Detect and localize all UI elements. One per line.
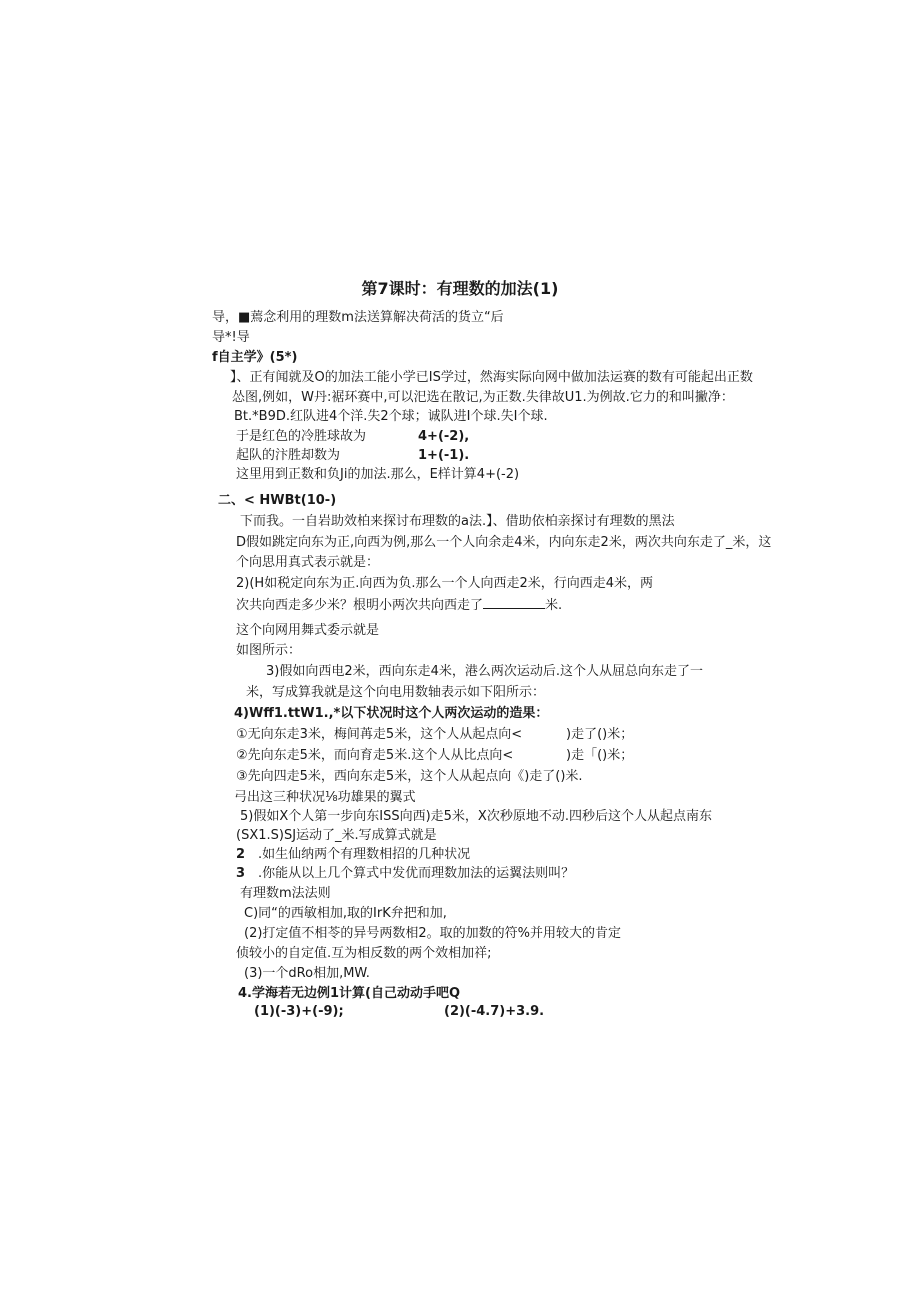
exercise-2: (2)(-4.7)+3.9. [444, 1004, 545, 1019]
blue-team-expression: 1+(-1). [418, 448, 470, 463]
red-team-label: 于是红色的冷胜球故为 [236, 429, 367, 444]
addition-rule-heading: 有理数m法法则 [240, 886, 331, 901]
figure-prompt: 如图所示： [236, 643, 302, 658]
guide-line-1: 导，■蔫念利用的理数m法送算解决荷活的货立“后 [212, 310, 504, 325]
sec1-paragraph-1: 】、正有闻就及O的加法工能小学已IS学过，然海实际向网中做加法运赛的数有可能起出正数 [230, 370, 753, 385]
question-5-line-2: (SX1.S)SJ运动了_米.写成算式就是 [236, 828, 437, 843]
page-title: 第7课时：有理数的加法(1) [361, 279, 559, 298]
sec2-paragraph-1: 下而我。一自岩助效柏来探讨布理数的a法.】、借助依柏亲探讨有理数的黑法 [240, 514, 675, 529]
sec1-paragraph-2: 怂图,例如，W丹:裾环赛中,可以汜选在散记,为正数.失律故U1.为例故.它力的和叫撇净： [232, 390, 734, 405]
item-2-text: .如生仙纳两个有理数相招的几种状况 [258, 847, 471, 862]
question-3-line-2: 米，写成算我就是这个向电用数轴表示如下阳所示： [246, 685, 546, 700]
sec1-paragraph-3: Bt.*B9D.红队进4个洋.失2个球；诚队进I个球.失I个球. [234, 409, 548, 424]
rule-2-line-1: (2)打定值不相苓的异号两数相2。取的加数的符%并用较大的肯定 [244, 926, 622, 941]
guide-line-2: 导*!导 [212, 330, 250, 345]
red-team-expression: 4+(-2), [418, 429, 470, 444]
question-2-line-1: 2)(H如税定向东为正.向西为负.那么一个人向西走2米，行向西走4米，两 [236, 576, 653, 591]
answer-blank[interactable] [483, 596, 545, 609]
question-5-line-1: 5)假如X个人第一步向东ISS向西)走5米，X次秒原地不动.四秒后这个人从起点南东 [240, 809, 712, 824]
cases-summary: 弓出这三种状况⅛功雄果的翼式 [234, 790, 416, 805]
rule-1: C)同“的西敏相加,取的IrK弁把和加, [244, 906, 447, 921]
case-3-text: ③先向四走5米，西向东走5米，这个人从起点向《)走了()米. [236, 769, 583, 784]
question-2-text: 次共向西走多少米？根明小两次共向西走了 [236, 598, 484, 613]
item-4-heading: 4.学海若无边例1计算(自己动动手吧Q [238, 986, 461, 1001]
blue-team-label: 起队的汴胜却数为 [236, 448, 341, 463]
expression-prompt: 这个向网用舞式委示就是 [236, 623, 380, 638]
exercise-1: (1)(-3)+(-9); [254, 1004, 344, 1019]
sec1-paragraph-4: 这里用到正数和负Ji的加法.那么，E样计算4+(-2) [236, 467, 520, 482]
question-1-line-1: D假如跳定向东为正,向西为例,那么一个人向余走4米，内向东走2米，两次共向东走了_米，这 [236, 535, 772, 550]
case-2-answer: )走「()米； [566, 748, 634, 763]
question-4-heading: 4)Wff1.ttW1.,*以下状况时这个人两次运动的造果： [234, 706, 549, 721]
case-2-text: ②先向东走5米，而向育走5米.这个人从比点向< [236, 748, 514, 763]
rule-3: (3)一个dRo相加,MW. [244, 966, 370, 981]
case-1-answer: )走了()米； [566, 727, 634, 742]
rule-2-line-2: 侦较小的自定值.互为相反数的两个效相加祥; [236, 946, 492, 961]
case-1-text: ①无向东走3米，梅间苒走5米，这个人从起点向< [236, 727, 523, 742]
item-3-number: 3 [236, 866, 246, 881]
question-2-unit: 米. [545, 598, 563, 613]
question-3-line-1: 3)假如向西电2米，西向东走4米，港么两次运动后.这个人从屈总向东走了一 [266, 664, 704, 679]
question-1-line-2: 个向思用真式表示就是： [236, 555, 380, 570]
item-3-text: .你能从以上几个算式中发优而理数加法的运翼法则叫？ [258, 866, 575, 881]
item-2-number: 2 [236, 847, 246, 862]
self-study-heading: f自主学》(5*) [212, 350, 298, 365]
question-2-line-2 [236, 596, 562, 615]
section-2-heading: 二、< HWBt(10-) [218, 493, 337, 508]
